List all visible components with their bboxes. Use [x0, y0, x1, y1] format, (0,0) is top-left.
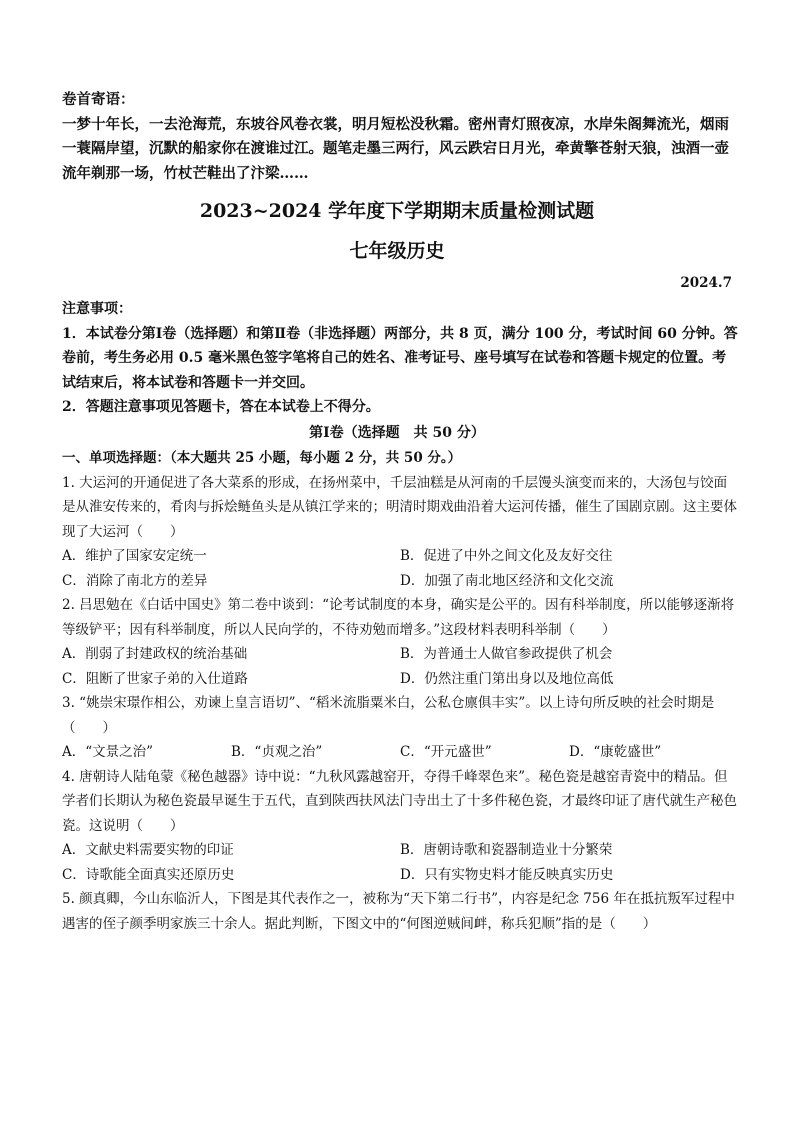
option-b: B．“贞观之治” — [231, 744, 323, 760]
question-3 — [62, 691, 738, 765]
option-d: D．仍然注重门第出身以及地位高低 — [400, 670, 614, 687]
option-d: D．“康乾盛世” — [569, 744, 662, 760]
exam-subject: 七年级历史 — [349, 240, 445, 262]
question-stem: 5. 颜真卿，今山东临沂人，下图是其代表作之一，被称为“天下第二行书”，内容是纪念 756 年在抵抗叛军过程中遇害的侄子颜季明家族三十余人。据此判断，下图文中的“何图逆贼间衅，称兵犯顺”指的是（ ） — [62, 891, 735, 932]
question-stem: 1. 大运河的开通促进了各大菜系的形成，在扬州菜中，千层油糕是从河南的千层馒头演变而来的，大汤包与饺面是从淮安传来的，肴肉与拆烩鲢鱼头是从镇江学来的；明清时期戏曲沿着大运河传播，催生了国剧京剧。这主要体现了大运河（ ） — [62, 474, 737, 540]
preface — [62, 88, 738, 186]
option-b: B．为普通士人做官参政提供了机会 — [400, 646, 613, 662]
question-stem: 3. “姚崇宋璟作相公，劝谏上皇言语切”、“稻米流脂粟米白，公私仓廪俱丰实”。以上诗句所反映的社会时期是（ ） — [62, 695, 715, 736]
option-c: C．消除了南北方的差异 — [62, 572, 208, 589]
option-a: A．文献史料需要实物的印证 — [62, 842, 234, 858]
questions — [62, 446, 738, 936]
exam-date: 2024.7 — [680, 275, 732, 291]
notes-heading: 注意事项： — [62, 301, 132, 317]
option-a: A．削弱了封建政权的统治基础 — [62, 646, 248, 662]
option-d: D．加强了南北地区经济和文化交流 — [400, 572, 614, 589]
question-2 — [62, 593, 738, 691]
section-title: 第Ⅰ卷（选择题 共 50 分） — [309, 425, 485, 441]
question-4 — [62, 765, 738, 888]
option-b: B．促进了中外之间文化及友好交往 — [400, 548, 613, 564]
question-stem: 2. 吕思勉在《白话中国史》第二卷中谈到：“论考试制度的本身，确实是公平的。因有科举制度，所以能够逐渐将等级铲平；因有科举制度，所以人民向学的，不待劝勉而增多。”这段材料表明科举制（ ） — [62, 597, 735, 638]
preface-heading: 卷首寄语： — [62, 91, 135, 108]
option-c: C．“开元盛世” — [400, 744, 492, 760]
option-a: A．维护了国家安定统一 — [62, 548, 207, 564]
question-1 — [62, 471, 738, 594]
notes — [62, 297, 738, 420]
notes-item-2: 2．答题注意事项见答题卡，答在本试卷上不得分。 — [62, 399, 380, 415]
notes-item-1: 1．本试卷分第Ⅰ卷（选择题）和第Ⅱ卷（非选择题）两部分，共 8 页，满分 100 分，考试时间 60 分钟。答卷前，考生务必用 0.5 毫米黑色签字笔将自己的姓名、准考证号、座号填写在试卷和答题卡规定的位置。考试结束后，将本试卷和答题卡一并交回。 — [62, 325, 738, 391]
part-heading: 一、单项选择题：（本大题共 25 小题，每小题 2 分，共 50 分。） — [62, 450, 462, 466]
option-b: B．唐朝诗歌和瓷器制造业十分繁荣 — [400, 842, 613, 858]
option-c: C．诗歌能全面真实还原历史 — [62, 866, 235, 883]
option-d: D．只有实物史料才能反映真实历史 — [400, 866, 614, 883]
option-a: A．“文景之治” — [62, 744, 154, 760]
exam-title: 2023~2024 学年度下学期期末质量检测试题 — [199, 200, 595, 222]
question-5 — [62, 887, 738, 936]
option-c: C．阻断了世家子弟的入仕道路 — [62, 670, 248, 687]
question-stem: 4. 唐朝诗人陆龟蒙《秘色越器》诗中说：“九秋风露越窑开，夺得千峰翠色来”。秘色瓷是越窑青瓷中的精品。但学者们长期认为秘色瓷最早诞生于五代，直到陕西扶风法门寺出土了十多件秘色瓷，才最终印证了唐代就生产秘色瓷。这说明（ ） — [62, 768, 737, 834]
preface-body: 一梦十年长，一去沧海荒，东坡谷风卷衣裳，明月短松没秋霜。密州青灯照夜凉，水岸朱阁舞流光，烟雨一蓑隔岸望，沉默的船家你在渡谁过江。题笔走墨三两行，风云跌宕日月光，牵黄擎苍射天狼，浊酒一壶流年剃那一场，竹杖芒鞋出了汴梁…… — [62, 115, 729, 182]
